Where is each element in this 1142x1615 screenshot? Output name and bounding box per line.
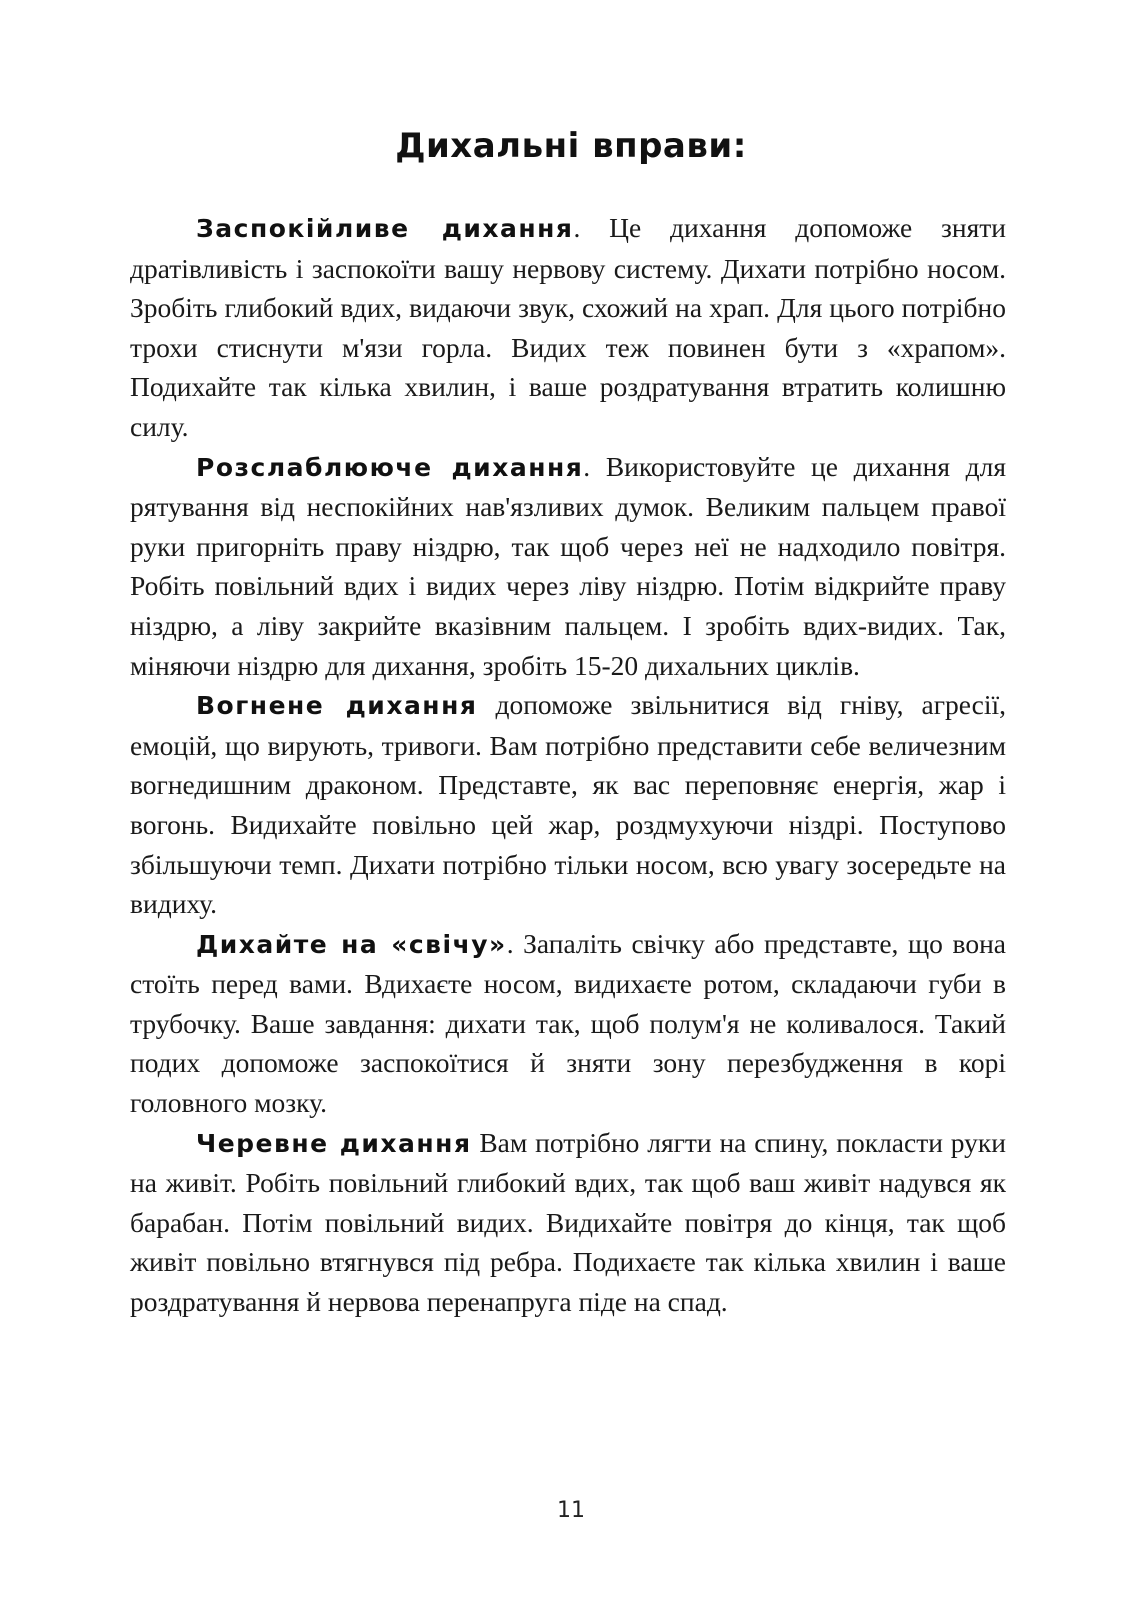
paragraph-text: . Це дихання допоможе зняти дратівливість і заспокоїти вашу нервову систему. Дихати потрібно носом. Зробіть глибокий вдих, видаючи звук, схожий на храп. Для цього потрібно трохи стиснути м'язи горла. Видих теж повинен бути з «храпом». Подихайте так кілька хвилин, і ваше роздратування втратить колишню силу.	[130, 212, 1006, 442]
term-heading: Заспокійливе дихання	[196, 214, 574, 243]
term-heading: Дихайте на «свічу»	[196, 929, 507, 959]
paragraph-candle-breath	[130, 924, 1006, 1123]
paragraph-text: Вам потрібно лягти на спину, покласти руки на живіт. Робіть повільний глибокий вдих, так щоб ваш живіт надувся як барабан. Потім повільний видих. Видихайте повітря до кінця, так щоб живіт повільно втягнувся під ребра. Подихаєте так кілька хвилин і ваше роздратування й нервова перенапруга піде на спад.	[130, 1126, 1006, 1318]
term-heading: Розслаблююче дихання	[196, 452, 584, 482]
page-number: 11	[557, 1498, 585, 1523]
paragraph-fire-breath	[130, 685, 1006, 924]
document-body	[130, 208, 1006, 1322]
term-heading: Черевне дихання	[196, 1128, 472, 1158]
paragraph-relaxing-breath	[130, 447, 1006, 686]
paragraph-text: допоможе звільнитися від гніву, агресії, емоцій, що вирують, тривоги. Вам потрібно представити себе величезним вогнедишним драконом. Представте, як вас переповняє енергія, жар і вогонь. Видихайте повільно цей жар, роздмухуючи ніздрі. Поступово збільшуючи темп. Дихати потрібно тільки носом, всю увагу зосередьте на видиху.	[130, 689, 1006, 920]
term-heading: Вогнене дихання	[196, 691, 478, 721]
paragraph-belly-breath	[130, 1123, 1006, 1322]
paragraph-text: . Використовуйте це дихання для рятування від неспокійних нав'язливих думок. Великим пальцем правої руки пригорніть праву ніздрю, так щоб через неї не надходило повітря. Робіть повільний вдих і видих через ліву ніздрю. Потім відкрийте праву ніздрю, а ліву закрийте вказівним пальцем. І зробіть вдих-видих. Так, міняючи ніздрю для дихання, зробіть 15-20 дихальних циклів.	[130, 450, 1006, 681]
page-title: Дихальні вправи:	[395, 126, 747, 166]
paragraph-text: . Запаліть свічку або представте, що вона стоїть перед вами. Вдихаєте носом, видихаєте ротом, складаючи губи в трубочку. Ваше завдання: дихати так, щоб полум'я не коливалося. Такий подих допоможе заспокоїтися й зняти зону перезбудження в корі головного мозку.	[130, 927, 1006, 1119]
paragraph-calming-breath	[130, 208, 1006, 447]
